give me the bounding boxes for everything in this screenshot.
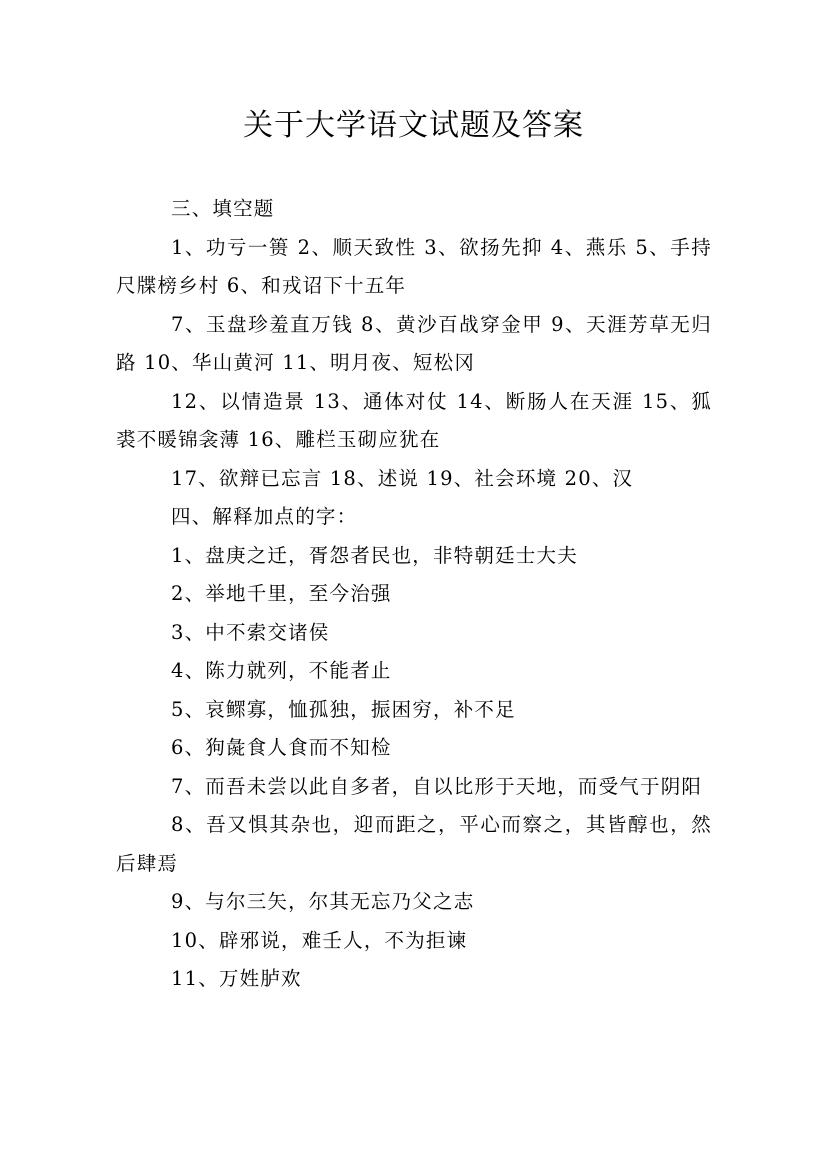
answer-paragraph: 17、欲辩已忘言 18、述说 19、社会环境 20、汉 (171, 466, 634, 490)
question-item: 10、辟邪说，难壬人，不为拒谏 (171, 928, 468, 952)
page-title: 关于大学语文试题及答案 (243, 108, 584, 143)
answer-paragraph: 1、功亏一篑 2、顺天致性 3、欲扬先抑 4、燕乐 5、手持尺牒榜乡村 6、和戎诏下十五年 (116, 235, 712, 297)
question-item: 6、狗彘食人食而不知检 (171, 736, 392, 759)
answer-paragraph: 7、玉盘珍羞直万钱 8、黄沙百战穿金甲 9、天涯芳草无归路 10、华山黄河 11、明月夜、短松冈 (116, 312, 712, 374)
question-item: 5、哀鳏寡，恤孤独，振困穷，补不足 (171, 697, 516, 721)
question-item: 4、陈力就列，不能者止 (171, 659, 392, 682)
question-item: 9、与尔三矢，尔其无忘乃父之志 (171, 890, 475, 913)
question-item: 8、吾又惧其杂也，迎而距之，平心而察之，其皆醇也，然后肆焉 (116, 813, 712, 875)
question-item: 7、而吾未尝以此自多者，自以比形于天地，而受气于阴阳 (171, 774, 703, 798)
question-item: 2、举地千里，至今治强 (171, 582, 392, 605)
document-body (116, 190, 712, 999)
question-item: 3、中不索交诸侯 (171, 620, 330, 644)
question-item: 1、盘庚之迁，胥怨者民也，非特朝廷士大夫 (171, 543, 578, 567)
question-item: 11、万姓胪欢 (171, 967, 302, 990)
section-heading-explain: 四、解释加点的字： (171, 505, 358, 528)
answer-paragraph: 12、以情造景 13、通体对仗 14、断肠人在天涯 15、狐裘不暖锦衾薄 16、雕栏玉砌应犹在 (116, 389, 712, 451)
section-heading-fill-blank: 三、填空题 (171, 197, 275, 220)
